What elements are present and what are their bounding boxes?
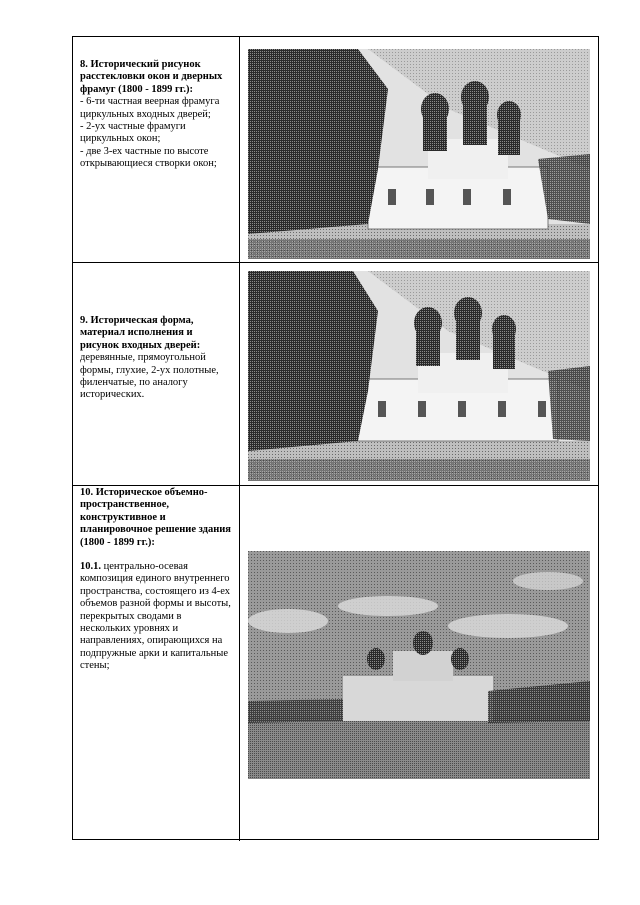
photo-cell <box>240 37 598 262</box>
table-row <box>73 37 598 263</box>
table-row <box>73 263 598 486</box>
row-heading: 10. Историческое объемно-пространственное, конструктивное и планировочное решение здания (1800 - 1899 гг.): <box>80 487 231 548</box>
photo-cell <box>240 263 598 485</box>
row-body: деревянные, прямоугольной формы, глухие, 2-ух полотные, филенчатые, по аналогу исторических. <box>80 352 219 401</box>
list-item: - две 3-ех частные по высоте открывающиеся створки окон; <box>80 145 217 170</box>
description-cell <box>73 37 240 262</box>
list-item: - 6-ти частная веерная фрамуга циркульных входных дверей; <box>80 96 220 120</box>
list-item: - 2-ух частные фрамуги циркульных окон; <box>80 121 186 145</box>
sub-number: 10.1. <box>80 561 101 573</box>
church-photo-icon <box>248 49 590 259</box>
sub-text: центрально-осевая композиция единого внутреннего пространства, состоящего из 4-ех объемов разной формы и высоты, перекрытых сводами в нескольких уровнях и направлениях, опирающихся на подпружные арки и капитальные стены; <box>80 561 231 672</box>
row-heading: 9. Историческая форма, материал исполнения и рисунок входных дверей: <box>80 315 201 351</box>
document-table <box>72 36 599 840</box>
church-photo-icon <box>248 271 590 481</box>
row-heading: 8. Исторический рисунок расстекловки окон и дверных фрамуг (1800 - 1899 гг.): <box>80 59 223 95</box>
church-panorama-photo-icon <box>248 551 590 779</box>
row-body <box>80 561 233 673</box>
description-cell <box>73 486 240 841</box>
photo-cell <box>240 486 598 841</box>
table-row <box>73 486 598 841</box>
description-cell <box>73 263 240 485</box>
